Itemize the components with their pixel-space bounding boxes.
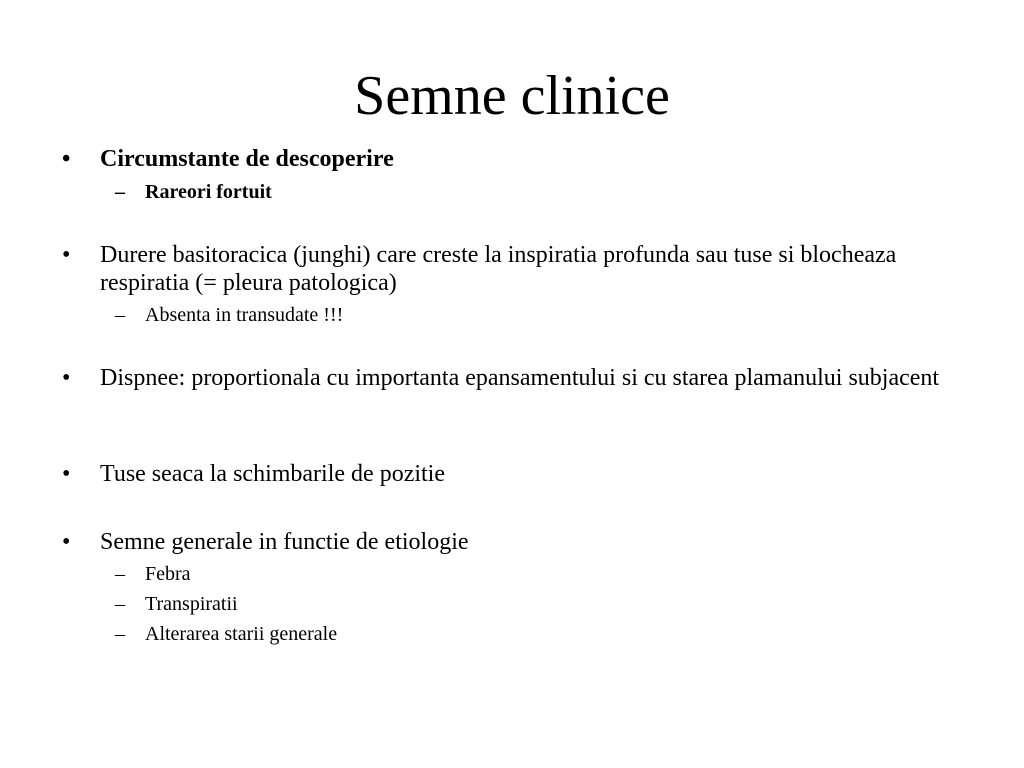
sub-text: Febra	[145, 563, 191, 585]
sub-marker: –	[115, 304, 125, 326]
sub-marker: –	[115, 181, 125, 203]
bullet-text: Tuse seaca la schimbarile de pozitie	[100, 461, 445, 487]
bullet-marker: •	[62, 242, 71, 268]
sub-text: Rareori fortuit	[145, 181, 272, 203]
bullet-text: Semne generale in functie de etiologie	[100, 529, 469, 555]
bullet-marker: •	[62, 365, 71, 391]
bullet-text: Durere basitoracica (junghi) care creste la inspiratia profunda sau tuse si blocheaza respiratia (= pleura patologica)	[100, 242, 897, 296]
sub-text: Absenta in transudate !!!	[145, 304, 344, 326]
sub-text: Alterarea starii generale	[145, 623, 338, 645]
bullet-text: Circumstante de descoperire	[100, 146, 394, 172]
sub-marker: –	[115, 593, 125, 615]
bullet-marker: •	[62, 529, 71, 555]
sub-marker: –	[115, 563, 125, 585]
slide-title: Semne clinice	[354, 65, 670, 127]
bullet-text: Dispnee: proportionala cu importanta epansamentului si cu starea plamanului subjacent	[100, 365, 940, 391]
sub-marker: –	[115, 623, 125, 645]
sub-text: Transpiratii	[145, 593, 238, 615]
bullet-marker: •	[62, 461, 71, 487]
bullet-marker: •	[62, 146, 71, 172]
